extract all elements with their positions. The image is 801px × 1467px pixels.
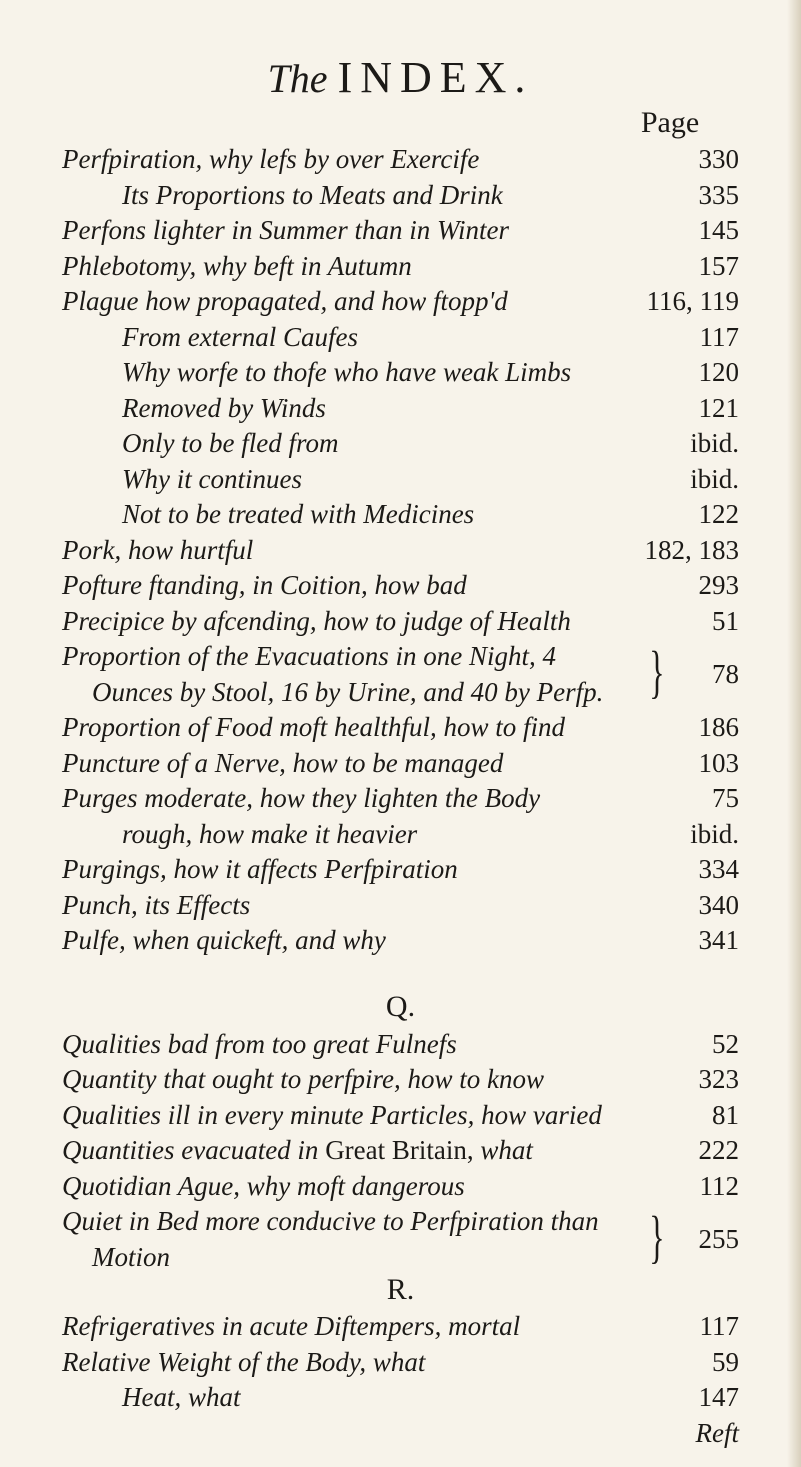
index-subentry — [0, 426, 801, 462]
entry-text: Perfons lighter in Summer than in Winter — [62, 215, 509, 245]
entry-text: Proportion of Food moft healthful, how to find — [62, 712, 566, 742]
entry-page: 186 — [698, 712, 739, 742]
entry-text: Refrigeratives in acute Diftempers, mortal — [62, 1311, 521, 1341]
heading-the: The — [267, 56, 328, 101]
entry-text: Not to be treated with Medicines — [122, 499, 475, 529]
entry-page: 341 — [698, 925, 739, 955]
index-subentry — [0, 462, 801, 498]
entry-page: 120 — [698, 357, 739, 387]
entry-text: Pork, how hurtful — [62, 534, 254, 565]
entry-page: 81 — [712, 1099, 739, 1130]
entry-text: Pulfe, when quickeft, and why — [62, 925, 386, 955]
section-gap — [0, 959, 801, 987]
entry-text-part: what — [473, 1135, 533, 1165]
heading-word: INDEX. — [337, 53, 534, 102]
section-letter-q: Q. — [385, 989, 416, 1023]
index-subentry — [0, 355, 801, 391]
index-entry — [0, 710, 801, 746]
entry-text: Quotidian Ague, why moft dangerous — [62, 1170, 465, 1201]
entry-text: Puncture of a Nerve, how to be managed — [62, 747, 504, 778]
entry-page: 334 — [698, 854, 739, 884]
entry-text: Pofture ftanding, in Coition, how bad — [62, 570, 467, 600]
entry-text: Why it continues — [122, 463, 302, 494]
index-subentry — [0, 391, 801, 427]
entry-page: 117 — [699, 321, 739, 352]
entry-page: 78 — [712, 659, 739, 689]
entry-text: From external Caufes — [122, 321, 358, 352]
entry-page: 255 — [698, 1224, 739, 1254]
entry-text: Perfpiration, why lefs by over Exercife — [62, 144, 480, 174]
entry-text: Its Proportions to Meats and Drink — [122, 179, 503, 210]
index-entry — [0, 533, 801, 569]
entry-text: Ounces by Stool, 16 by Urine, and 40 by Perfp. — [92, 676, 604, 707]
index-entry — [0, 1169, 801, 1205]
index-entry — [0, 142, 801, 178]
entry-page: 116, 119 — [646, 286, 739, 316]
entry-text: Only to be fled from — [122, 428, 339, 458]
entry-page: 51 — [712, 605, 739, 636]
index-entry — [0, 746, 801, 782]
entry-text: Qualities ill in every minute Particles, how varied — [62, 1099, 602, 1130]
entry-page: ibid. — [690, 428, 739, 458]
entry-page: ibid. — [690, 818, 739, 849]
entry-page: 59 — [712, 1346, 739, 1377]
entry-text: Motion — [92, 1241, 170, 1272]
section-letter-r: R. — [386, 1273, 415, 1306]
catchword-row — [0, 1416, 801, 1452]
braced-line — [0, 675, 801, 711]
index-entry — [0, 249, 801, 285]
index-entry — [0, 1309, 801, 1345]
index-entry — [0, 1098, 801, 1134]
entry-text: Qualities bad from too great Fulnefs — [62, 1028, 457, 1059]
entry-text: Precipice by afcending, how to judge of Health — [62, 605, 571, 636]
index-entry — [0, 1345, 801, 1381]
entry-page: 323 — [698, 1064, 739, 1094]
index-entry — [0, 852, 801, 888]
page-column-label: Page — [640, 106, 700, 139]
index-entry — [0, 1133, 801, 1169]
braced-line — [0, 1240, 801, 1276]
brace-glyph: } — [649, 639, 665, 704]
entry-page: 122 — [698, 499, 739, 529]
index-entry — [0, 604, 801, 640]
entry-page: 293 — [698, 570, 739, 600]
entry-page: ibid. — [690, 463, 739, 494]
index-subentry — [0, 320, 801, 356]
entry-page: 330 — [698, 144, 739, 174]
entry-text: Quiet in Bed more conducive to Perfpiration than — [62, 1206, 599, 1236]
entry-page: 340 — [698, 889, 739, 920]
entry-text: Punch, its Effects — [62, 889, 251, 920]
entry-page: 75 — [712, 783, 739, 813]
entry-text: Purges moderate, how they lighten the Body — [62, 783, 541, 813]
page-edge-shadow — [787, 0, 801, 1467]
index-entry — [0, 923, 801, 959]
entry-page: 52 — [712, 1028, 739, 1059]
entry-text: Removed by Winds — [122, 392, 326, 423]
entry-page: 157 — [698, 250, 739, 281]
catchword: Reft — [695, 1417, 739, 1448]
entry-page: 117 — [699, 1311, 739, 1341]
entry-text: Why worfe to thofe who have weak Limbs — [122, 357, 572, 387]
index-entries — [0, 142, 801, 1451]
entry-page: 145 — [698, 215, 739, 245]
index-subentry — [0, 817, 801, 853]
entry-text-part: Quantities evacuated in — [62, 1135, 326, 1165]
index-entry — [0, 1027, 801, 1063]
entry-page: 222 — [698, 1135, 739, 1165]
entry-text-roman: Great Britain, — [325, 1135, 474, 1165]
index-subentry — [0, 497, 801, 533]
entry-text: Purgings, how it affects Perfpiration — [62, 854, 458, 884]
entry-text — [62, 1133, 533, 1169]
entry-text: Heat, what — [122, 1382, 241, 1412]
index-entry — [0, 213, 801, 249]
entry-text: Quantity that ought to perfpire, how to know — [62, 1064, 544, 1094]
page-heading — [0, 52, 801, 103]
entry-page: 103 — [698, 747, 739, 778]
index-subentry — [0, 178, 801, 214]
entry-page: 147 — [698, 1382, 739, 1412]
braced-entry — [0, 639, 801, 710]
index-entry — [0, 888, 801, 924]
index-subentry — [0, 1380, 801, 1416]
entry-text: rough, how make it heavier — [122, 818, 418, 849]
entry-text: Relative Weight of the Body, what — [62, 1346, 426, 1377]
entry-text: Proportion of the Evacuations in one Night, 4 — [62, 641, 556, 671]
index-entry — [0, 1062, 801, 1098]
entry-page: 121 — [698, 392, 739, 423]
braced-entry — [0, 1204, 801, 1275]
entry-page: 335 — [698, 179, 739, 210]
index-entry — [0, 568, 801, 604]
index-entry — [0, 781, 801, 817]
entry-page: 182, 183 — [644, 534, 739, 565]
entry-text: Plague how propagated, and how ftopp'd — [62, 286, 508, 316]
braced-line — [0, 639, 801, 675]
brace-glyph: } — [649, 1204, 665, 1269]
index-entry — [0, 284, 801, 320]
entry-text: Phlebotomy, why beft in Autumn — [62, 250, 412, 281]
braced-line — [0, 1204, 801, 1240]
entry-page: 112 — [699, 1170, 739, 1201]
